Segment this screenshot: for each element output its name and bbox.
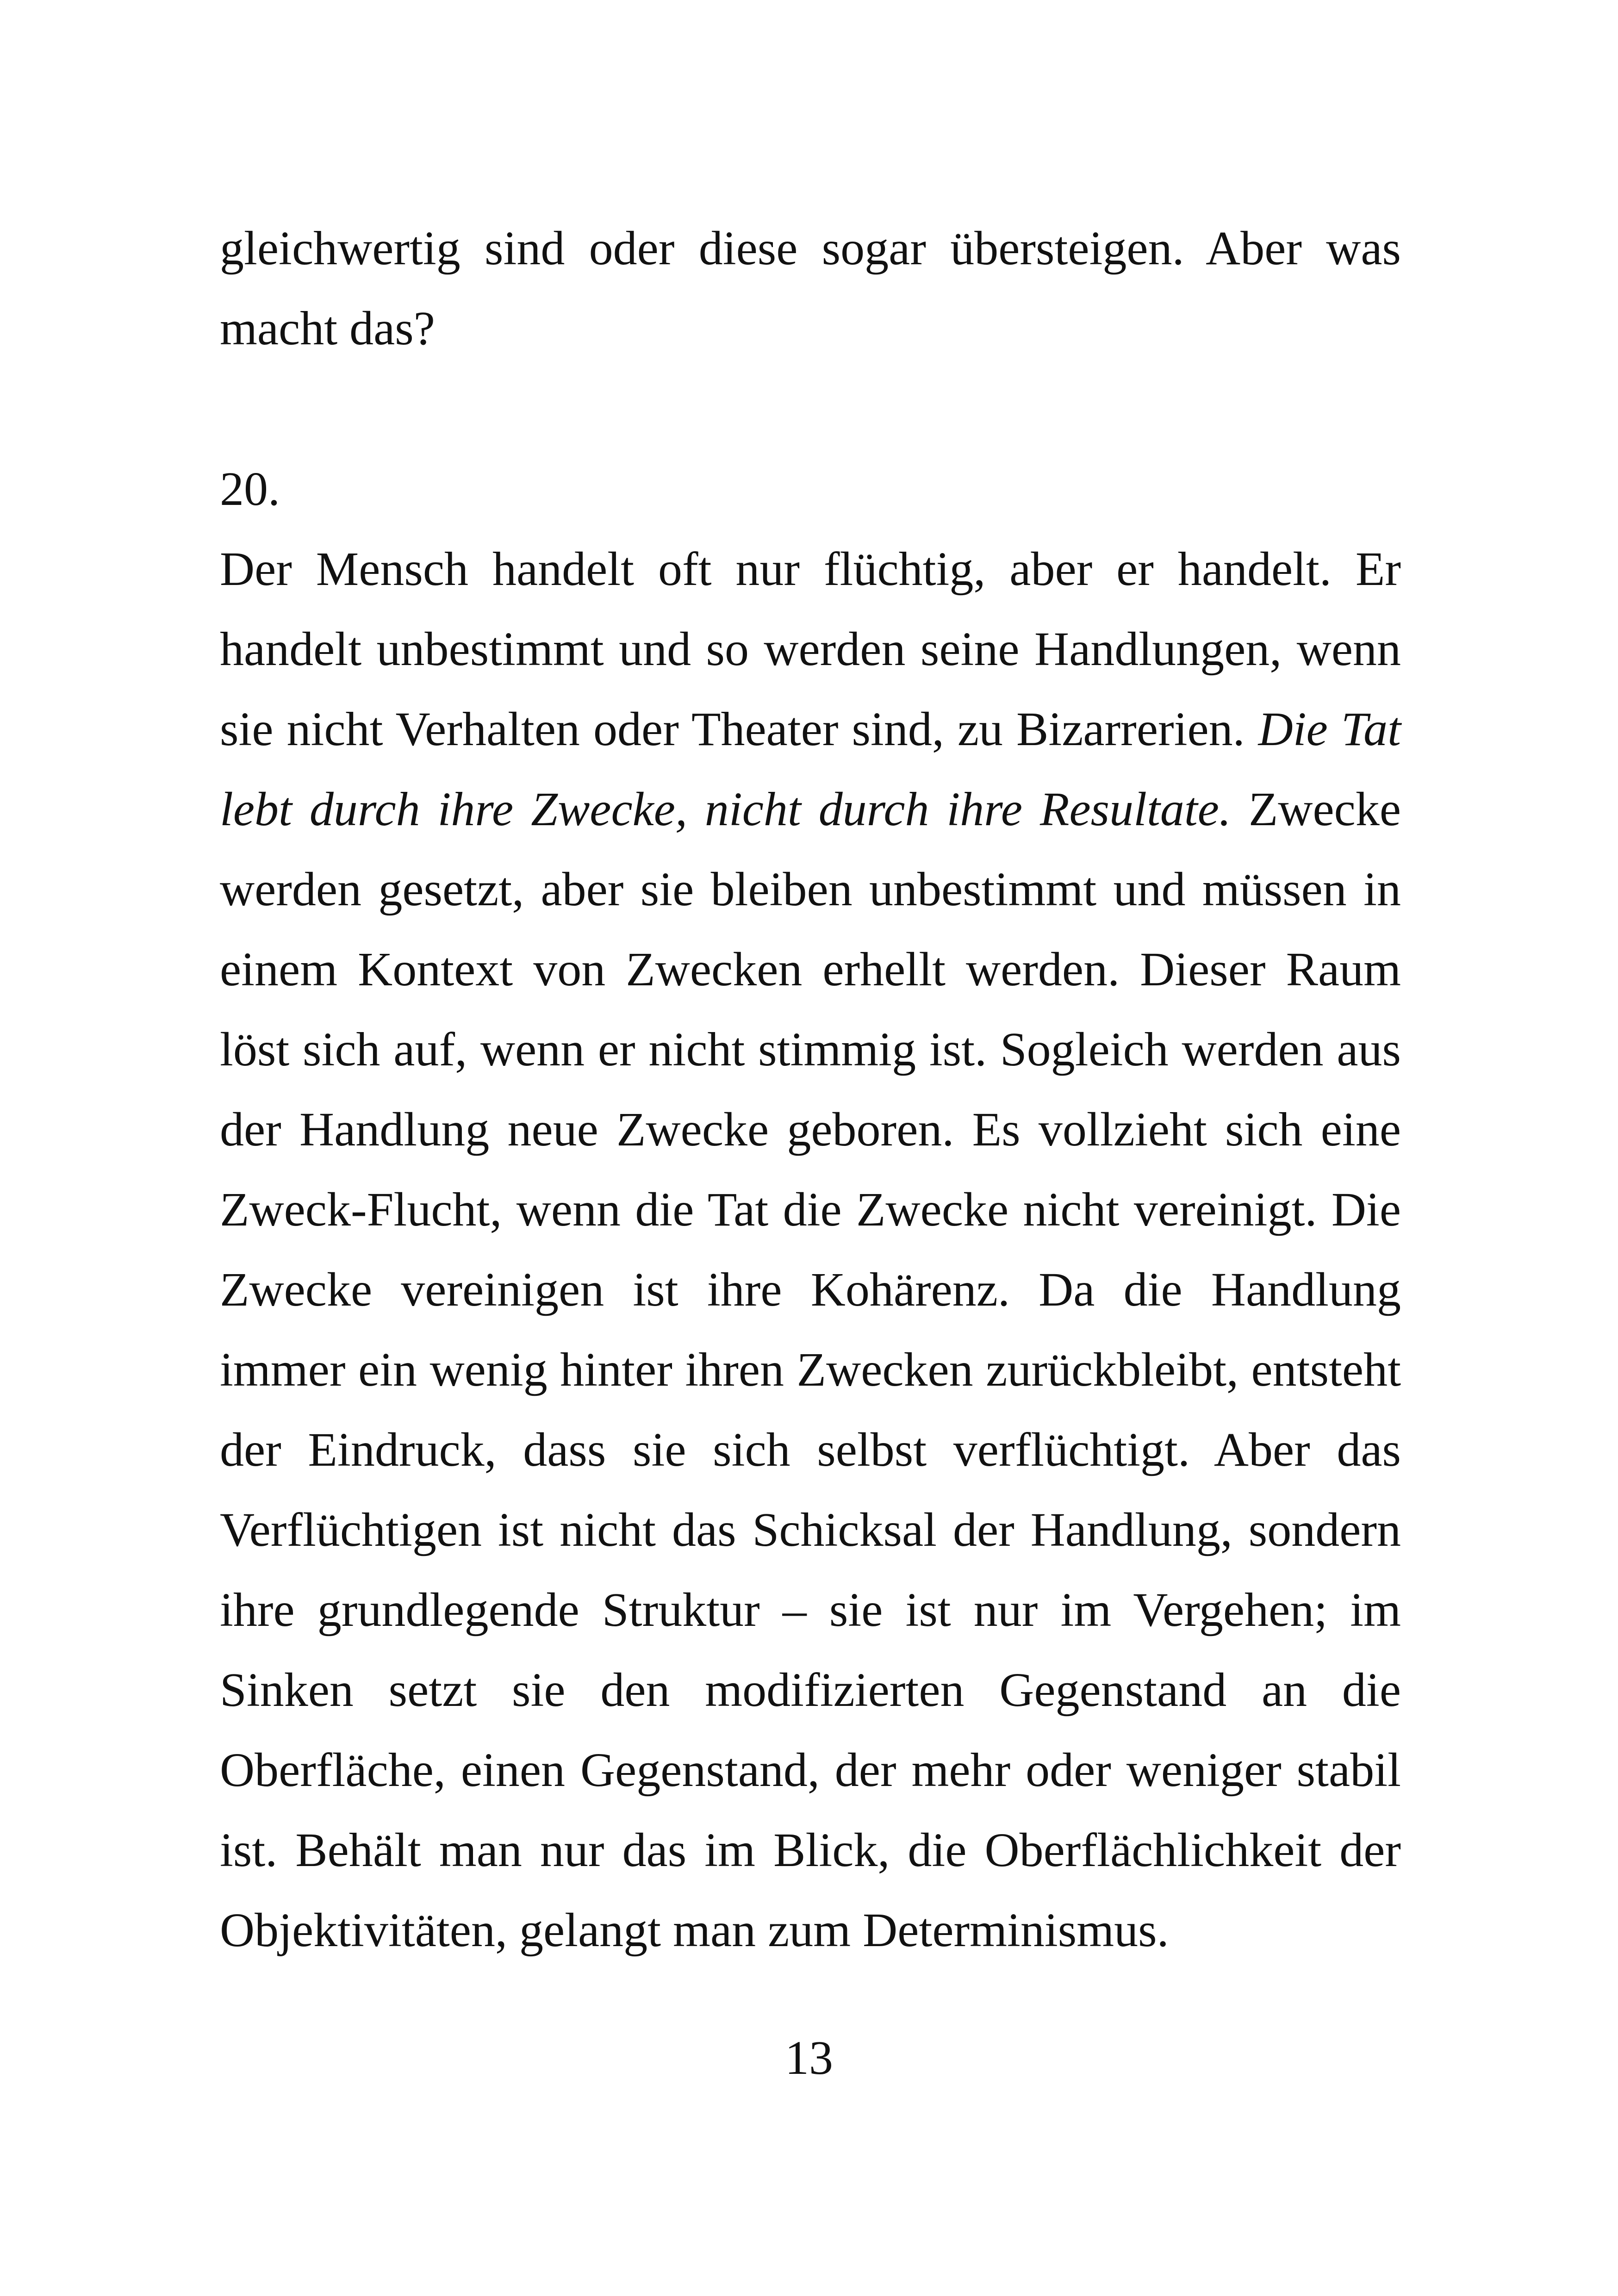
continuation-paragraph [220, 208, 1401, 368]
page-number: 13 [785, 2031, 833, 2084]
section-text-before-emphasis: Der Mensch handelt oft nur flüchtig, aber er handelt. Er handelt unbestimmt und so werden seine Handlungen, wenn sie nicht Verhalten oder Theater sind, zu Bizarrerien. [220, 542, 1401, 756]
section-paragraph [220, 529, 1401, 1970]
continuation-text: gleichwertig sind oder diese sogar übersteigen. Aber was macht das? [220, 222, 1401, 355]
section-emphasis-text: Die Tat lebt durch ihre Zwecke, nicht durch ihre Resultate. [220, 703, 1401, 836]
section-number [220, 449, 1401, 529]
section-number-text: 20. [220, 462, 280, 516]
section-text-after-emphasis: Zwecke werden gesetzt, aber sie bleiben unbestimmt und müssen in einem Kontext von Zwecken erhellt werden. Dieser Raum löst sich auf, wenn er nicht stimmig ist. Sogleich werden aus der Handlung neue Zwecke geboren. Es vollzieht sich eine Zweck-Flucht, wenn die Tat die Zwecke nicht vereinigt. Die Zwecke vereinigen ist ihre Kohärenz. Da die Handlung immer ein wenig hinter ihren Zwecken zurückbleibt, entsteht der Eindruck, dass sie sich selbst verflüchtigt. Aber das Verflüchtigen ist nicht das Schicksal der Handlung, sondern ihre grundlegende Struktur – sie ist nur im Vergehen; im Sinken setzt sie den modifizierten Gegenstand an die Oberfläche, einen Gegenstand, der mehr oder weniger stabil ist. Behält man nur das im Blick, die Oberflächlichkeit der Objektivitäten, gelangt man zum Determinismus. [220, 783, 1401, 1957]
